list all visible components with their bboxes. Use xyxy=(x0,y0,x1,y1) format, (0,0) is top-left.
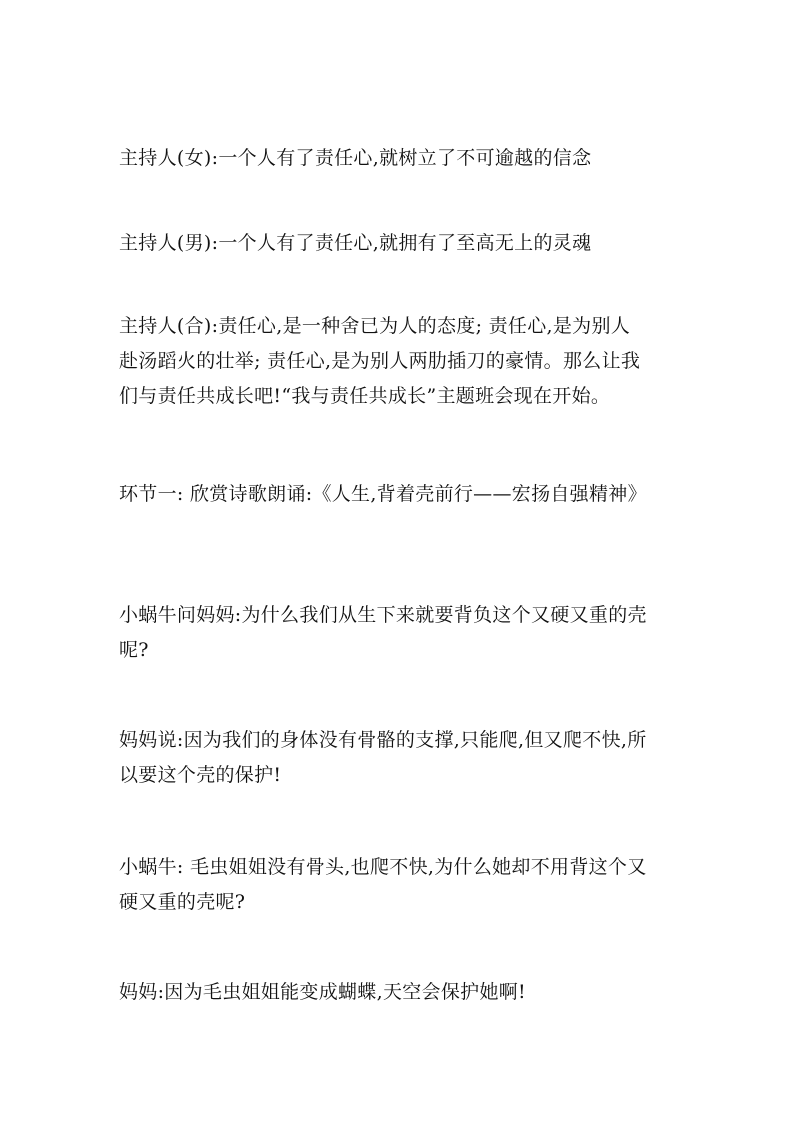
text-line: 主持人(男):一个人有了责任心,就拥有了至高无上的灵魂 xyxy=(119,232,592,254)
mother-answer-paragraph xyxy=(119,723,689,793)
text-line: 呢? xyxy=(119,639,149,661)
snail-question-paragraph xyxy=(119,598,689,668)
mother-final-line xyxy=(119,975,689,1010)
text-line: 主持人(女):一个人有了责任心,就树立了不可逾越的信念 xyxy=(119,147,592,169)
text-line: 妈妈说:因为我们的身体没有骨骼的支撑,只能爬,但又爬不快,所 xyxy=(119,729,647,751)
host-together-paragraph xyxy=(119,309,689,414)
text-line: 小蜗牛: 毛虫姐姐没有骨头,也爬不快,为什么她却不用背这个又 xyxy=(119,856,647,878)
text-line: 赴汤蹈火的壮举; 责任心,是为别人两肋插刀的豪情。那么让我 xyxy=(119,350,641,372)
section-heading xyxy=(119,477,689,512)
text-line: 小蜗牛问妈妈:为什么我们从生下来就要背负这个又硬又重的壳 xyxy=(119,604,647,626)
text-line: 以要这个壳的保护! xyxy=(119,764,282,786)
text-line: 环节一: 欣赏诗歌朗诵:《人生,背着壳前行——宏扬自强精神》 xyxy=(119,483,647,505)
text-line: 硬又重的壳呢? xyxy=(119,891,246,913)
host-female-line xyxy=(119,141,689,176)
text-line: 们与责任共成长吧!“我与责任共成长”主题班会现在开始。 xyxy=(119,385,611,407)
host-male-line xyxy=(119,226,689,261)
text-line: 主持人(合):责任心,是一种舍已为人的态度; 责任心,是为别人 xyxy=(119,315,631,337)
snail-followup-paragraph xyxy=(119,850,689,920)
text-line: 妈妈:因为毛虫姐姐能变成蝴蝶,天空会保护她啊! xyxy=(119,981,526,1003)
